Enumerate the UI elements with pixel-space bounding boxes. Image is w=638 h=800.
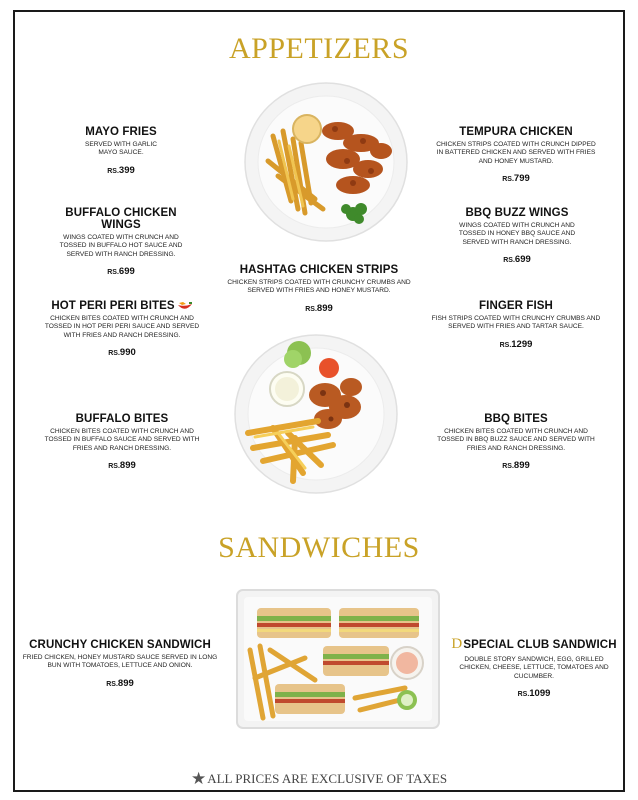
- item-name: MAYO FRIES: [85, 126, 157, 138]
- item-price: RS.699: [503, 254, 531, 266]
- item-description: CHICKEN BITES COATED WITH CRUNCH AND TOSSED IN HOT PERI PERI SAUCE AND SERVED WITH FRIES AND RANCH DRESSING.: [44, 315, 200, 339]
- item-description: FRIED CHICKEN, HONEY MUSTARD SAUCE SERVED IN LONG BUN WITH TOMATOES, LETTUCE AND ONION.: [22, 654, 218, 670]
- menu-item-bbq-bites: [430, 413, 602, 471]
- item-description: CHICKEN STRIPS COATED WITH CRUNCH DIPPED IN BATTERED CHICKEN AND SERVED WITH FRIES AND HONEY MUSTARD.: [436, 141, 596, 165]
- item-name: HOT PERI PERI BITES: [36, 300, 208, 312]
- menu-item-bbq-buzz-wings: [443, 207, 591, 265]
- item-description: SERVED WITH GARLIC MAYO SAUCE.: [84, 141, 158, 157]
- item-name: HASHTAG CHICKEN STRIPS: [239, 264, 399, 276]
- menu-item-special-club-sandwich: [448, 636, 620, 699]
- item-name: TEMPURA CHICKEN: [459, 126, 573, 138]
- menu-item-finger-fish: [430, 300, 602, 350]
- item-name: BBQ BITES: [484, 413, 548, 425]
- d-logo-icon: D: [451, 636, 463, 652]
- item-price: RS.899: [305, 302, 333, 314]
- item-name: CRUNCHY CHICKEN SANDWICH: [29, 639, 211, 651]
- item-name: BUFFALO CHICKEN WINGS: [65, 207, 177, 231]
- item-description: CHICKEN STRIPS COATED WITH CRUNCHY CRUMBS AND SERVED WITH FRIES AND HONEY MUSTARD.: [227, 279, 411, 295]
- chili-pepper-icon: [177, 301, 193, 311]
- item-description: CHICKEN BITES COATED WITH CRUNCH AND TOSSED IN BUFFALO SAUCE AND SERVED WITH FRIES AND RANCH DRESSING.: [44, 428, 200, 452]
- tax-disclaimer-text: ALL PRICES ARE EXCLUSIVE OF TAXES: [207, 771, 448, 786]
- item-name: DSPECIAL CLUB SANDWICH: [451, 636, 617, 652]
- item-price: RS.899: [106, 677, 134, 689]
- item-description: FISH STRIPS COATED WITH CRUNCHY CRUMBS AND SERVED WITH FRIES AND TARTAR SAUCE.: [431, 315, 601, 331]
- item-price: RS.899: [502, 460, 530, 472]
- menu-item-hot-peri-peri-bites: [36, 300, 208, 358]
- menu-item-crunchy-chicken-sandwich: [22, 639, 218, 689]
- menu-item-buffalo-bites: [36, 413, 208, 471]
- item-price: RS.1299: [499, 338, 533, 350]
- item-price: RS.899: [108, 460, 136, 472]
- menu-item-hashtag-chicken-strips: [222, 264, 416, 314]
- star-icon: ★: [190, 769, 207, 788]
- item-name: BUFFALO BITES: [75, 413, 169, 425]
- item-price: RS.799: [502, 173, 530, 185]
- tax-disclaimer: [0, 769, 638, 789]
- appetizers-heading: APPETIZERS: [228, 32, 410, 65]
- item-price: RS.1099: [517, 688, 551, 700]
- chicken-bites-plate-image: [233, 333, 399, 495]
- item-description: DOUBLE STORY SANDWICH, EGG, GRILLED CHICKEN, CHEESE, LETTUCE, TOMATOES AND CUCUMBER.: [459, 656, 609, 680]
- item-name: FINGER FISH: [479, 300, 553, 312]
- chicken-strips-plate-image: [243, 81, 409, 243]
- club-sandwich-tray-image: [235, 588, 441, 730]
- item-price: RS.699: [107, 266, 135, 278]
- menu-item-buffalo-chicken-wings: [44, 207, 198, 277]
- item-description: CHICKEN BITES COATED WITH CRUNCH AND TOSSED IN BBQ BUZZ SAUCE AND SERVED WITH FRIES AND RANCH DRESSING.: [437, 428, 595, 452]
- sandwiches-heading: SANDWICHES: [218, 531, 420, 564]
- item-name: BBQ BUZZ WINGS: [465, 207, 569, 219]
- item-description: WINGS COATED WITH CRUNCH AND TOSSED IN HONEY BBQ SAUCE AND SERVED WITH RANCH DRESSING.: [458, 222, 576, 246]
- item-price: RS.399: [107, 164, 135, 176]
- item-price: RS.990: [108, 347, 136, 359]
- menu-item-mayo-fries: [62, 126, 180, 176]
- item-description: WINGS COATED WITH CRUNCH AND TOSSED IN BUFFALO HOT SAUCE AND SERVED WITH RANCH DRESSING.: [59, 234, 183, 258]
- menu-item-tempura-chicken: [432, 126, 600, 184]
